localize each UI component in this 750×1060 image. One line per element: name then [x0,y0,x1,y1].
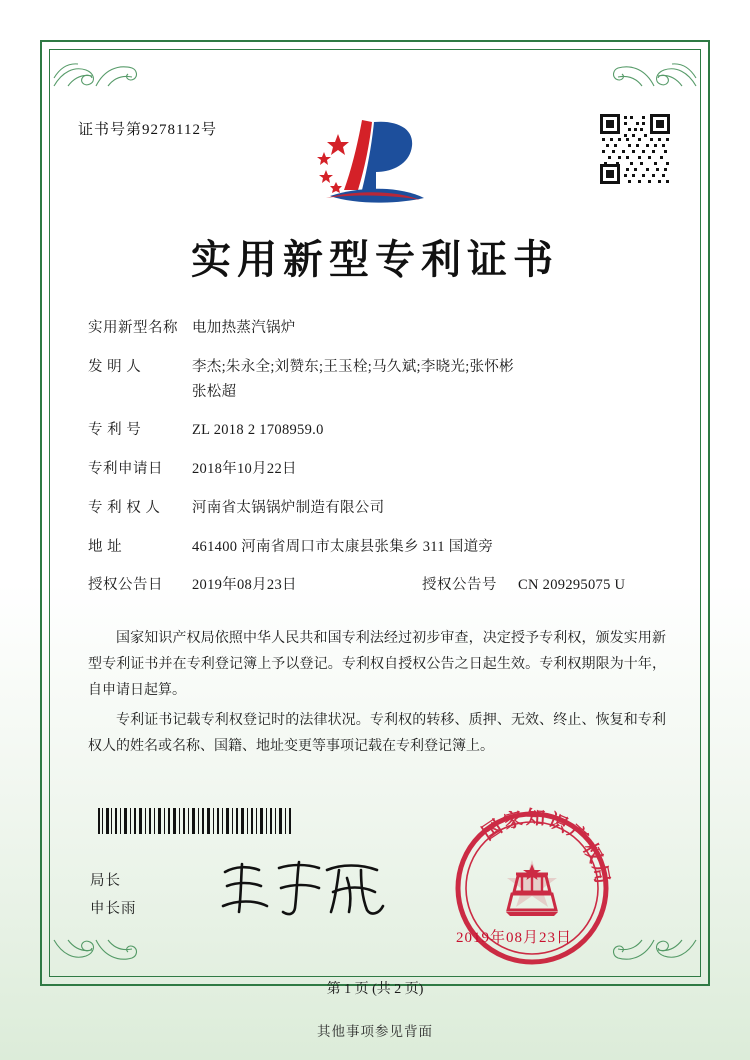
field-label-grant-number: 授权公告号 [422,577,497,594]
official-seal-icon [444,800,620,976]
field-value-line2: 张松超 [192,383,237,400]
field-label: 发 明 人 [88,358,142,375]
back-side-note: 其他事项参见背面 [317,1024,433,1039]
field-row-application-date [88,459,668,481]
cnipa-logo-icon [300,112,440,212]
field-row-grant-announcement [88,575,668,597]
field-row-patentee [88,498,668,520]
qr-code-icon [598,112,672,186]
field-label: 专利申请日 [88,461,163,477]
page-title: 实用新型专利证书 [191,236,559,283]
field-label: 专 利 权 人 [88,499,161,516]
director-title-label: 局长 [90,873,121,889]
field-value-line1: 李杰;朱永全;刘赞东;王玉栓;马久斌;李晓光;张怀彬 [192,358,514,375]
page-number: 第 1 页 (共 2 页) [326,982,424,997]
legal-text [88,626,666,763]
barcode-icon [98,808,294,834]
certificate-number: 证书号第9278112号 [78,122,217,138]
svg-text:国家知识产权局: 国家知识产权局 [478,806,614,888]
paragraph-2: 专利证书记载专利权登记时的法律状况。专利权的转移、质押、无效、终止、恢复和专利权人的姓名或名称、国籍、地址变更等事项记载在专利登记簿上。 [88,712,666,754]
field-label: 地 址 [88,538,123,555]
signature-labels [90,868,137,923]
field-label: 专 利 号 [88,422,142,439]
field-value: 2018年10月22日 [192,461,297,477]
field-label: 实用新型名称 [88,320,178,336]
field-value: 河南省太锅锅炉制造有限公司 [192,499,385,516]
seal-date: 2019年08月23日 [456,930,573,946]
field-value-grant-date: 2019年08月23日 [192,577,297,594]
field-value: ZL 2018 2 1708959.0 [192,422,324,439]
patent-fields [88,318,668,614]
director-name-label: 申长雨 [90,900,137,917]
handwritten-signature-icon [215,856,395,920]
corner-flourish-icon [52,42,138,88]
paragraph-1: 国家知识产权局依照中华人民共和国专利法经过初步审查，决定授予专利权，颁发实用新型专利证书并在专利登记簿上予以登记。专利权自授权公告之日起生效。专利权期限为十年，自申请日起算。 [88,631,666,698]
field-row-utility-model-name [88,318,668,340]
corner-flourish-icon [612,42,698,88]
field-row-address [88,537,668,559]
field-row-inventors [88,357,668,404]
field-value-grant-number: CN 209295075 U [518,577,626,594]
field-value: 电加热蒸汽锅炉 [192,320,296,336]
field-value: 461400 河南省周口市太康县张集乡 311 国道旁 [192,538,494,555]
field-label-grant-date: 授权公告日 [88,577,163,594]
field-row-patent-number [88,420,668,442]
field-value [192,357,668,404]
